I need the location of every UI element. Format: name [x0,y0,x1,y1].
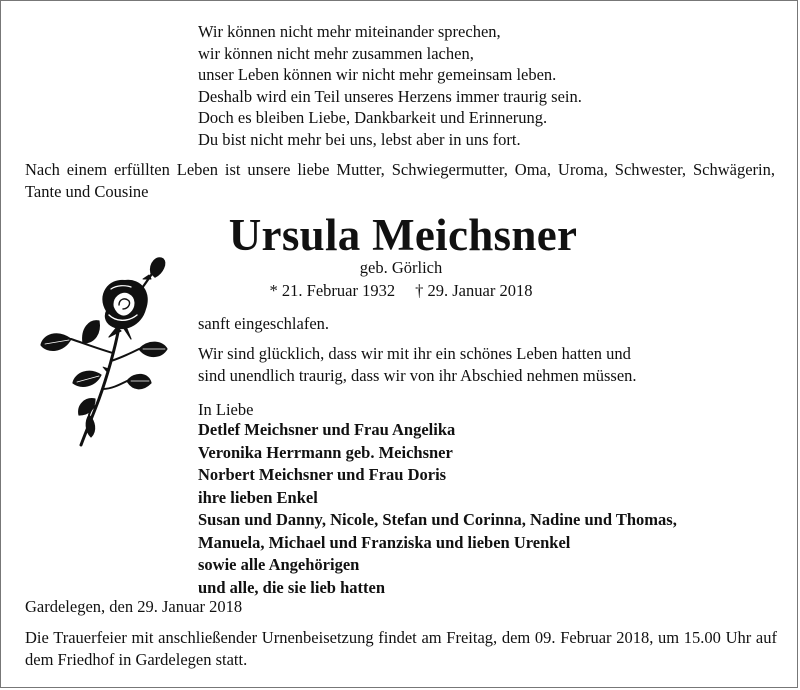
maiden-name: geb. Görlich [359,258,443,277]
thanks-line: sind unendlich traurig, dass wir von ihr Abschied nehmen müssen. [198,366,637,385]
passing-text: sanft eingeschlafen. [198,314,330,333]
birth-date: * 21. Februar 1932 [269,281,396,300]
deceased-name: Ursula Meichsner [228,210,578,260]
mourner-line: Veronika Herrmann geb. Meichsner [198,442,453,462]
poem-line: Doch es bleiben Liebe, Dankbarkeit und Erinnerung. [198,108,548,127]
rose-icon [37,249,177,449]
mourner-line: und alle, die sie lieb hatten [198,577,386,597]
poem-line: unser Leben können wir nicht mehr gemeinsam leben. [198,65,557,84]
poem-line: Wir können nicht mehr miteinander sprechen, [198,22,501,41]
poem-line: Deshalb wird ein Teil unseres Herzens immer traurig sein. [198,86,582,106]
love-label: In Liebe [198,400,254,419]
mourner-line: ihre lieben Enkel [198,487,318,507]
mourners-list [198,419,778,599]
death-date: † 29. Januar 2018 [415,281,533,300]
thanks-text [198,343,758,387]
thanks-line: Wir sind glücklich, dass wir mit ihr ein schönes Leben hatten und [198,344,631,363]
place-and-date: Gardelegen, den 29. Januar 2018 [25,597,243,616]
funeral-service-info: Die Trauerfeier mit anschließender Urnenbeisetzung findet am Freitag, dem 09. Februar 2018, um 15.00 Uhr auf dem Friedhof in Gardelegen statt. [25,628,777,669]
intro-text: Nach einem erfüllten Leben ist unsere liebe Mutter, Schwiegermutter, Oma, Uroma, Schwester, Schwägerin, Tante und Cousine [25,160,775,201]
mourner-line: Norbert Meichsner und Frau Doris [198,465,447,484]
poem-line: wir können nicht mehr zusammen lachen, [198,43,474,63]
poem [198,21,758,150]
mourner-line: Detlef Meichsner und Frau Angelika [198,420,456,439]
mourner-line: Susan und Danny, Nicole, Stefan und Corinna, Nadine und Thomas, [198,510,677,529]
mourner-line: Manuela, Michael und Franziska und lieben Urenkel [198,532,571,552]
mourner-line: sowie alle Angehörigen [198,555,360,574]
poem-line: Du bist nicht mehr bei uns, lebst aber in uns fort. [198,129,521,149]
